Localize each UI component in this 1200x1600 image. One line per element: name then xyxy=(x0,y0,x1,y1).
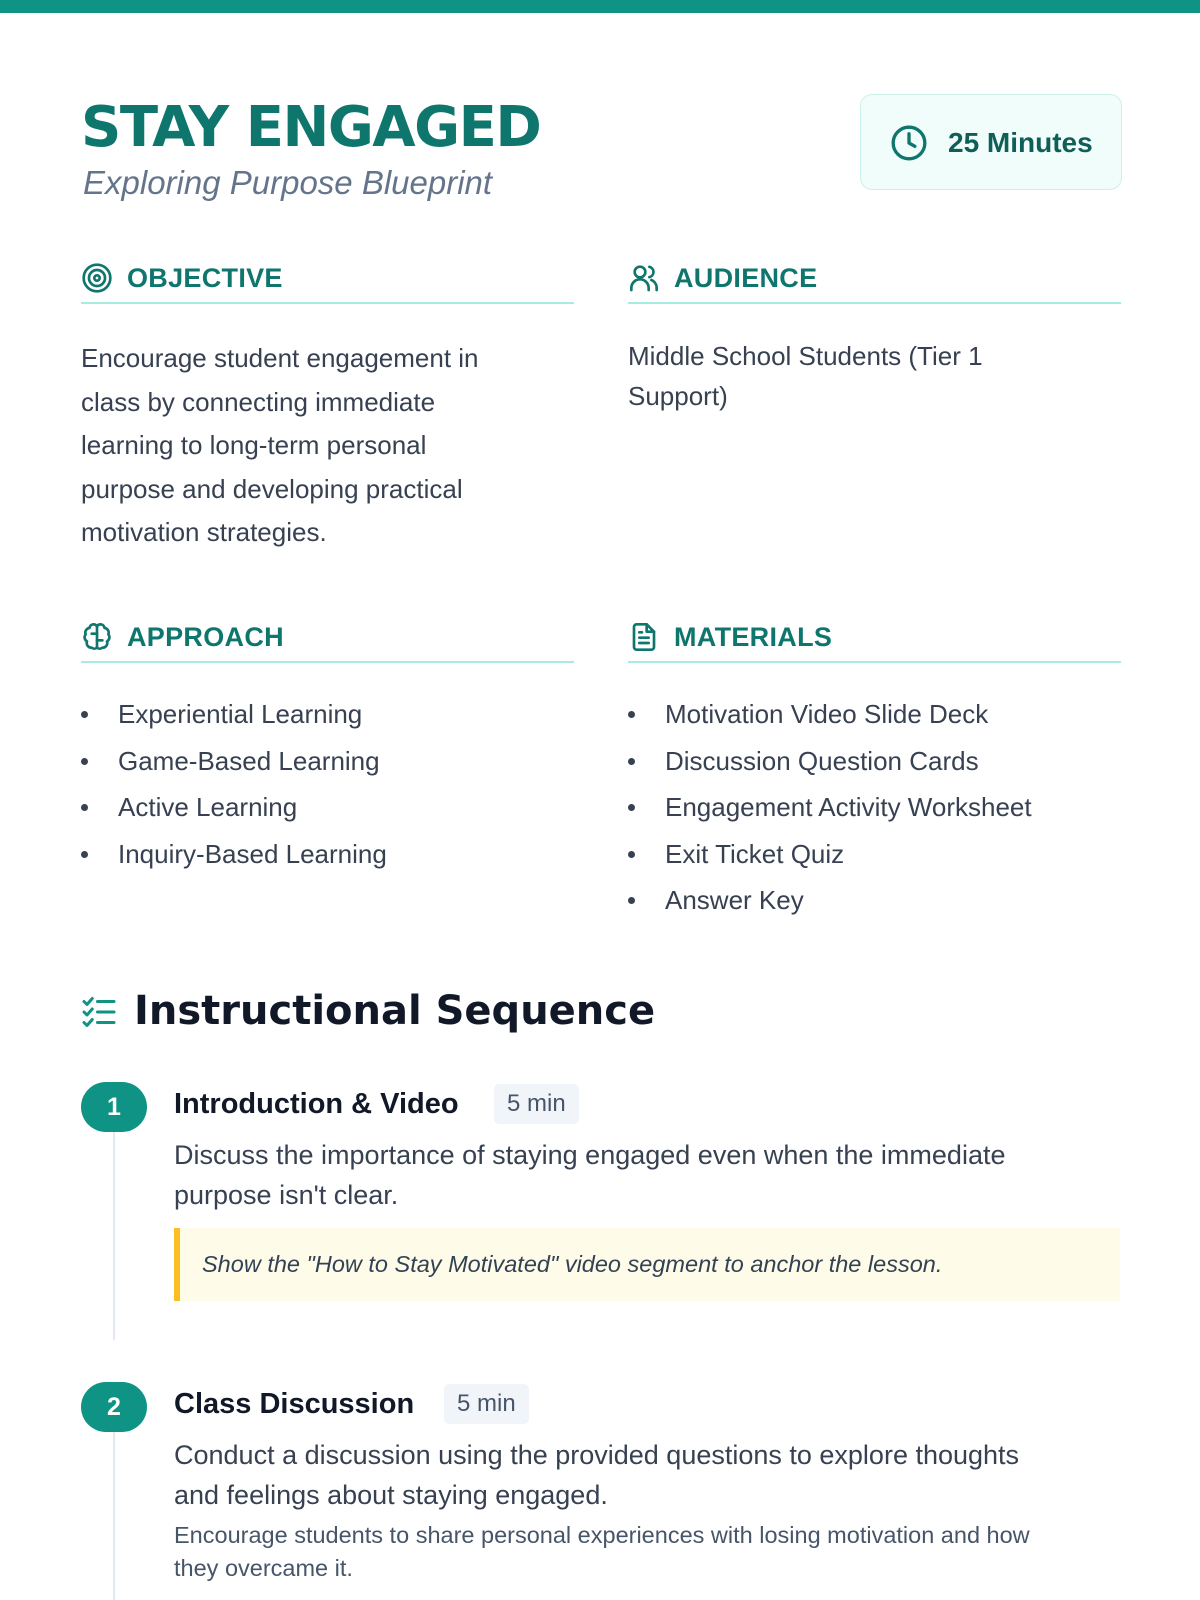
bullet xyxy=(81,711,88,718)
list-item xyxy=(628,691,1032,738)
list-item xyxy=(628,831,1032,878)
list-item xyxy=(81,691,387,738)
step-title: Class Discussion xyxy=(174,1388,415,1420)
objective-line: purpose and developing practical xyxy=(81,473,463,504)
objective-line: learning to long-term personal xyxy=(81,430,427,460)
bullet xyxy=(628,851,635,858)
clock-icon xyxy=(889,123,929,163)
bullet xyxy=(81,758,88,765)
step-duration-tag: 5 min xyxy=(444,1384,529,1424)
timeline-connector xyxy=(113,1430,115,1600)
list-item xyxy=(628,738,1032,785)
list-item xyxy=(628,784,1032,831)
material-item-text: Engagement Activity Worksheet xyxy=(665,792,1032,823)
material-item-text: Discussion Question Cards xyxy=(665,745,979,776)
lesson-plan-page xyxy=(81,0,1121,1600)
duration-badge xyxy=(860,94,1122,190)
audience-line: Middle School Students (Tier 1 xyxy=(628,341,983,371)
step-description-line: and feelings about staying engaged. xyxy=(174,1480,608,1510)
list-item xyxy=(81,738,387,785)
approach-item-text: Experiential Learning xyxy=(118,699,363,729)
objective-line: class by connecting immediate xyxy=(81,386,436,417)
materials-list xyxy=(628,691,1032,924)
step-note-line: Encourage students to share personal experiences with losing motivation and how xyxy=(174,1522,1030,1548)
approach-list xyxy=(81,691,387,877)
page-title: STAY ENGAGED xyxy=(81,95,541,160)
brain-icon xyxy=(81,621,113,653)
step-title: Introduction & Video xyxy=(174,1088,459,1120)
bullet xyxy=(81,804,88,811)
objective-line: Encourage student engagement in xyxy=(81,343,479,373)
audience-label: AUDIENCE xyxy=(674,263,818,293)
step-note xyxy=(174,1519,1120,1585)
step-description-line: purpose isn't clear. xyxy=(174,1180,399,1210)
bullet xyxy=(81,851,88,858)
objective-line: motivation strategies. xyxy=(81,517,327,547)
list-item xyxy=(81,831,387,878)
step-number-badge: 2 xyxy=(81,1382,147,1432)
approach-item-text: Game-Based Learning xyxy=(118,745,380,776)
users-icon xyxy=(628,262,660,294)
objective-text xyxy=(81,337,574,555)
timeline-connector xyxy=(113,1130,115,1340)
step-description-line: Discuss the importance of staying engaged even when the immediate xyxy=(174,1140,1006,1170)
list-item xyxy=(628,877,1032,924)
duration-text: 25 Minutes xyxy=(948,127,1093,158)
step-description xyxy=(174,1435,1120,1515)
sequence-heading: Instructional Sequence xyxy=(134,988,656,1034)
approach-item-text: Inquiry-Based Learning xyxy=(118,838,387,869)
step-callout xyxy=(174,1228,1120,1301)
audience-section-header xyxy=(628,254,1121,304)
bullet xyxy=(628,711,635,718)
document-icon xyxy=(628,621,660,653)
bullet xyxy=(628,758,635,765)
step-number-badge: 1 xyxy=(81,1082,147,1132)
audience-text xyxy=(628,336,1121,416)
bullet xyxy=(628,897,635,904)
material-item-text: Answer Key xyxy=(665,885,804,916)
material-item-text: Motivation Video Slide Deck xyxy=(665,699,989,729)
audience-line: Support) xyxy=(628,381,728,411)
callout-text: Show the "How to Stay Motivated" video segment to anchor the lesson. xyxy=(202,1251,943,1277)
step-note-line: they overcame it. xyxy=(174,1555,353,1581)
approach-section-header xyxy=(81,613,574,663)
material-item-text: Exit Ticket Quiz xyxy=(665,838,845,869)
objective-section-header xyxy=(81,254,574,304)
materials-section-header xyxy=(628,613,1121,663)
bullet xyxy=(628,804,635,811)
step-description-line: Conduct a discussion using the provided questions to explore thoughts xyxy=(174,1440,1020,1470)
step-description xyxy=(174,1135,1120,1215)
objective-label: OBJECTIVE xyxy=(127,263,283,293)
list-item xyxy=(81,784,387,831)
step-duration-tag: 5 min xyxy=(494,1084,579,1124)
checklist-icon xyxy=(81,994,117,1030)
materials-label: MATERIALS xyxy=(674,622,833,652)
page-subtitle: Exploring Purpose Blueprint xyxy=(83,164,493,201)
approach-item-text: Active Learning xyxy=(118,792,298,823)
target-icon xyxy=(81,262,113,294)
approach-label: APPROACH xyxy=(127,622,284,652)
